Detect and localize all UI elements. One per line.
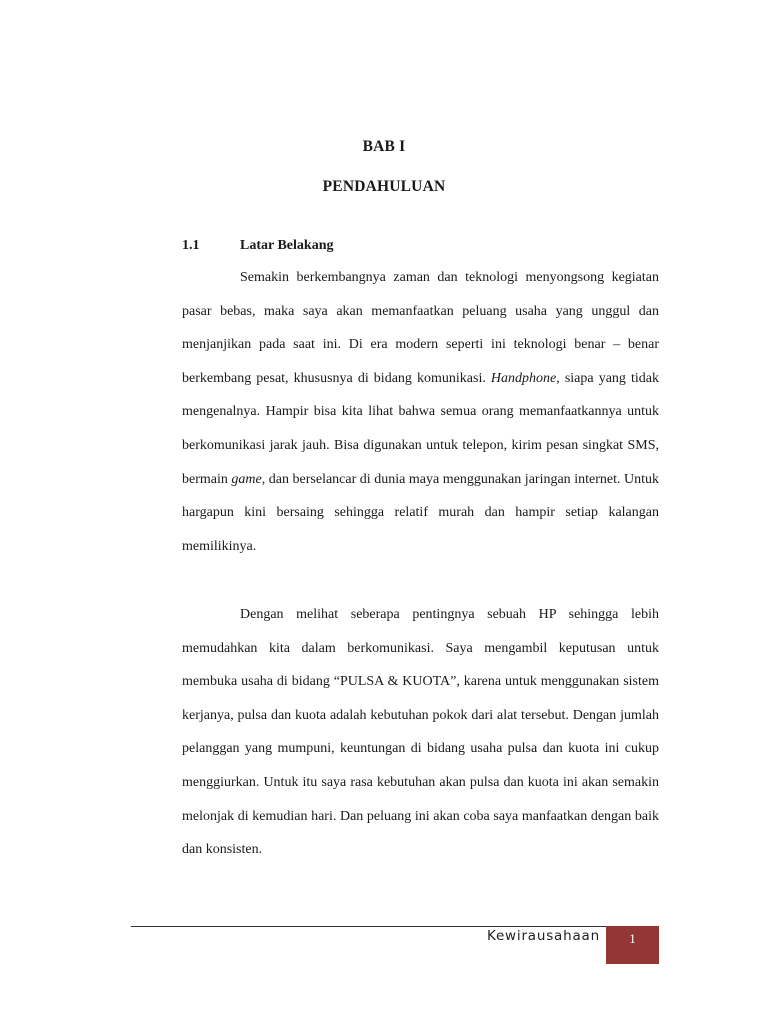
- paragraph-text-run: , dan berselancar di dunia maya menggunakan jaringan internet. Untuk hargapun kini bersaing sehingga relatif murah dan hampir setiap kalangan memilikinya.: [182, 471, 660, 554]
- body-paragraph-1: [182, 261, 659, 563]
- body-paragraph-1-container: [182, 261, 659, 563]
- section-title: Latar Belakang: [240, 238, 334, 253]
- section-heading: [182, 238, 333, 254]
- body-paragraph-2: Dengan melihat seberapa pentingnya sebuah HP sehingga lebih memudahkan kita dalam berkomunikasi. Saya mengambil keputusan untuk membuka usaha di bidang “PULSA & KUOTA”, karena untuk menggunakan sistem kerjanya, pulsa dan kuota adalah kebutuhan pokok dari alat tersebut. Dengan jumlah pelanggan yang mumpuni, keuntungan di bidang usaha pulsa dan kuota ini cukup menggiurkan. Untuk itu saya rasa kebutuhan akan pulsa dan kuota ini akan semakin melonjak di kemudian hari. Dan peluang ini akan coba saya manfaatkan dengan baik dan konsisten.: [182, 607, 659, 858]
- section-number: 1.1: [182, 238, 200, 253]
- italic-term: game: [231, 471, 262, 487]
- footer-divider: [131, 926, 658, 927]
- paragraph-text-run: Semakin berkembangnya zaman dan teknologi menyongsong kegiatan pasar bebas, maka saya akan memanfaatkan peluang usaha yang unggul dan menjanjikan pada saat ini. Di era modern seperti ini teknologi benar – benar berkembang pesat, khususnya di bidang komunikasi.: [182, 270, 659, 386]
- page-number-badge: 1: [606, 926, 659, 964]
- chapter-title: PENDAHULUAN: [322, 178, 446, 195]
- paragraph-text-run: , siapa yang tidak mengenalnya. Hampir bisa kita lihat bahwa semua orang memanfaatkannya untuk berkomunikasi jarak jauh. Bisa digunakan untuk telepon, kirim pesan singkat SMS, bermain: [182, 370, 659, 487]
- body-paragraph-2-container: [182, 598, 659, 867]
- footer-label: Kewirausahaan: [486, 928, 600, 944]
- chapter-heading: BAB I: [362, 138, 406, 155]
- italic-term: Handphone: [490, 370, 557, 386]
